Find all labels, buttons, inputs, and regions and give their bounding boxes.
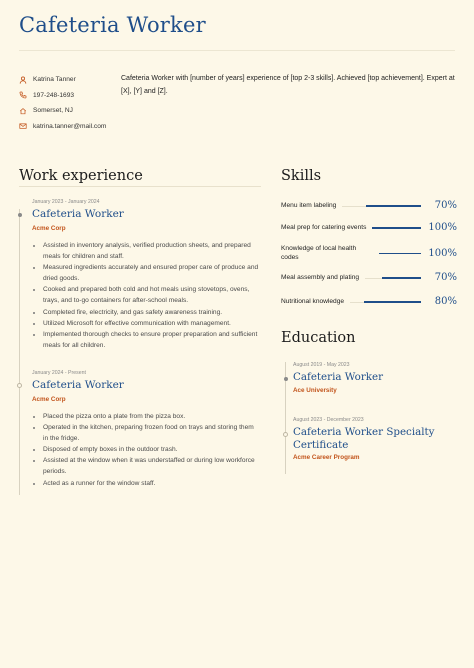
skill-item bbox=[281, 242, 457, 264]
skill-percent: 70% bbox=[434, 272, 457, 283]
job-bullet: • Acted as a runner for the window staff. bbox=[43, 478, 260, 489]
email-icon bbox=[19, 122, 31, 130]
work-experience-heading: Work experience bbox=[19, 168, 143, 184]
job-entry bbox=[32, 199, 260, 351]
job-bullet: • Completed fire, electricity, and gas safety awareness training. bbox=[43, 307, 260, 318]
title-divider bbox=[19, 50, 455, 51]
education-school: Acme Career Program bbox=[293, 454, 360, 461]
job-title: Cafeteria Worker bbox=[32, 208, 124, 220]
person-icon bbox=[19, 76, 31, 84]
skill-percent: 100% bbox=[428, 222, 457, 233]
phone-icon bbox=[19, 91, 31, 99]
education-title: Cafeteria Worker Specialty Certificate bbox=[293, 426, 435, 451]
education-title: Cafeteria Worker bbox=[293, 371, 384, 383]
timeline-dot bbox=[18, 213, 22, 217]
skill-item bbox=[281, 220, 457, 235]
job-bullet: • Assisted in inventory analysis, verified production sheets, and prepared meals for children and staff. bbox=[43, 240, 260, 262]
skill-name: Knowledge of local health codes bbox=[281, 244, 357, 261]
education-entry bbox=[293, 417, 458, 461]
skill-bar bbox=[365, 274, 421, 282]
job-bullet: • Assisted at the window when it was understaffed or during low workforce periods. bbox=[43, 455, 260, 477]
skill-name: Meal assembly and plating bbox=[281, 273, 360, 281]
education-entry bbox=[293, 362, 458, 394]
job-bullet: • Cooked and prepared both cold and hot meals using stovetops, ovens, trays, and to-go containers for after-school meals. bbox=[43, 284, 260, 306]
professional-summary: Cafeteria Worker with [number of years] experience of [top 2-3 skills]. Achieved [top achievement]. Expert at [X], [Y] and [Z]. bbox=[121, 75, 455, 95]
timeline-dot bbox=[284, 377, 288, 381]
skill-bar bbox=[372, 224, 421, 232]
skill-name: Nutritional knowledge bbox=[281, 297, 345, 305]
education-date: August 2023 - December 2023 bbox=[293, 417, 364, 423]
contact-phone[interactable]: 197-248-1693 bbox=[19, 88, 119, 104]
skills-heading: Skills bbox=[281, 168, 322, 184]
job-company: Acme Corp bbox=[32, 225, 66, 232]
skill-name: Menu item labeling bbox=[281, 201, 337, 209]
timeline-line bbox=[19, 379, 20, 495]
job-bullet: • Implemented thorough checks to ensure proper preparation and sufficient meals for all children. bbox=[43, 329, 260, 351]
timeline-dot bbox=[17, 383, 22, 388]
job-bullet: • Placed the pizza onto a plate from the pizza box. bbox=[43, 411, 260, 422]
skill-percent: 70% bbox=[434, 200, 457, 211]
skill-item bbox=[281, 270, 457, 285]
skills-list bbox=[281, 198, 457, 309]
skill-bar bbox=[350, 298, 421, 306]
job-bullet: • Disposed of empty boxes in the outdoor trash. bbox=[43, 444, 260, 455]
job-bullet: • Operated in the kitchen, preparing frozen food on trays and storing them in the fridge. bbox=[43, 422, 260, 444]
contact-name: Katrina Tanner bbox=[19, 72, 119, 88]
job-title: Cafeteria Worker bbox=[32, 379, 124, 391]
job-bullets bbox=[32, 240, 260, 351]
skill-bar bbox=[342, 202, 421, 210]
timeline-dot bbox=[283, 432, 288, 437]
job-bullet: • Measured ingredients accurately and ensured proper care of produce and dried goods. bbox=[43, 262, 260, 284]
skill-item bbox=[281, 294, 457, 309]
timeline-line bbox=[19, 209, 20, 384]
skill-percent: 80% bbox=[434, 296, 457, 307]
contact-info bbox=[19, 72, 119, 134]
job-bullet: • Utilized Microsoft for effective communication with management. bbox=[43, 318, 260, 329]
work-experience-divider bbox=[19, 186, 261, 187]
education-school: Ace University bbox=[293, 386, 337, 394]
page-title: Cafeteria Worker bbox=[19, 13, 206, 37]
job-bullets bbox=[32, 411, 260, 489]
skill-name: Meal prep for catering events bbox=[281, 223, 367, 231]
contact-location: Somerset, NJ bbox=[19, 103, 119, 119]
job-date: January 2023 - January 2024 bbox=[32, 199, 100, 205]
skill-bar bbox=[379, 249, 421, 257]
location-icon bbox=[19, 107, 31, 115]
job-company: Acme Corp bbox=[32, 396, 66, 403]
skill-percent: 100% bbox=[428, 247, 457, 259]
skill-item bbox=[281, 198, 457, 213]
education-heading: Education bbox=[281, 330, 356, 346]
education-date: August 2019 - May 2023 bbox=[293, 362, 350, 368]
contact-email[interactable]: katrina.tanner@mail.com bbox=[19, 119, 119, 135]
job-entry bbox=[32, 370, 260, 489]
job-date: January 2024 - Present bbox=[32, 370, 86, 376]
